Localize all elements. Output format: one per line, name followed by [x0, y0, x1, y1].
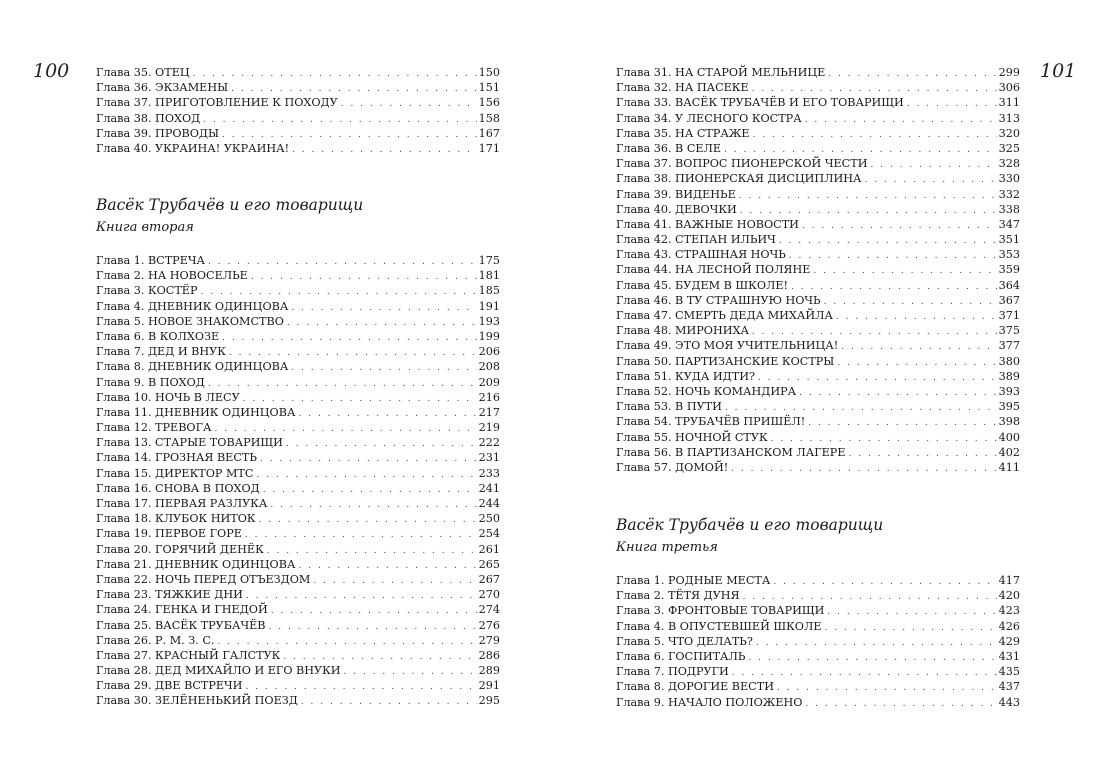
toc-entry: [96, 526, 500, 541]
toc-entry: [616, 323, 1020, 338]
chapter-page-number: 311: [998, 96, 1020, 110]
dot-leader: [267, 544, 477, 557]
chapter-title: Глава 51. КУДА ИДТИ?: [616, 369, 755, 383]
chapter-title: Глава 23. ТЯЖКИЕ ДНИ: [96, 588, 243, 602]
chapter-page-number: 216: [478, 390, 500, 404]
toc-entry: [96, 587, 500, 602]
chapter-title: Глава 44. НА ЛЕСНОЙ ПОЛЯНЕ: [616, 263, 811, 277]
dot-leader: [245, 680, 476, 693]
chapter-page-number: 375: [998, 324, 1020, 338]
chapter-title: Глава 52. НОЧЬ КОМАНДИРА: [616, 384, 797, 398]
chapter-page-number: 217: [478, 405, 500, 419]
chapter-title: Глава 36. В СЕЛЕ: [616, 141, 722, 155]
dot-leader: [791, 280, 997, 293]
chapter-page-number: 295: [478, 694, 500, 708]
chapter-title: Глава 9. НАЧАЛО ПОЛОЖЕНО: [616, 695, 803, 709]
dot-leader: [813, 264, 996, 277]
toc-entry: [616, 247, 1020, 262]
chapter-page-number: 429: [998, 634, 1020, 648]
chapter-page-number: 270: [478, 588, 500, 602]
dot-leader: [291, 361, 476, 374]
dot-leader: [287, 316, 477, 329]
chapter-page-number: 231: [478, 451, 500, 465]
toc-entry: [96, 420, 500, 435]
chapter-title: Глава 33. ВАСЁК ТРУБАЧЁВ И ЕГО ТОВАРИЩИ: [616, 96, 904, 110]
chapter-title: Глава 7. ПОДРУГИ: [616, 665, 729, 679]
right-toc-part-b: [616, 573, 1020, 710]
toc-entry: [616, 430, 1020, 445]
chapter-title: Глава 20. ГОРЯЧИЙ ДЕНЁК: [96, 542, 264, 556]
chapter-page-number: 291: [478, 679, 500, 693]
dot-leader: [805, 113, 997, 126]
toc-entry: [96, 450, 500, 465]
chapter-title: Глава 27. КРАСНЫЙ ГАЛСТУК: [96, 648, 281, 662]
dot-leader: [753, 128, 997, 141]
dot-leader: [758, 371, 997, 384]
chapter-title: Глава 6. В КОЛХОЗЕ: [96, 329, 220, 343]
toc-entry: [96, 511, 500, 526]
dot-leader: [222, 331, 476, 344]
chapter-title: Глава 34. У ЛЕСНОГО КОСТРА: [616, 111, 802, 125]
dot-leader: [864, 173, 996, 186]
chapter-page-number: 313: [998, 111, 1020, 125]
chapter-page-number: 151: [478, 81, 500, 95]
chapter-title: Глава 55. НОЧНОЙ СТУК: [616, 430, 768, 444]
toc-entry: [96, 572, 500, 587]
chapter-page-number: 398: [998, 415, 1020, 429]
chapter-page-number: 411: [998, 460, 1020, 474]
toc-entry: [616, 171, 1020, 186]
toc-entry: [96, 602, 500, 617]
chapter-title: Глава 17. ПЕРВАЯ РАЗЛУКА: [96, 497, 268, 510]
chapter-title: Глава 12. ТРЕВОГА: [96, 421, 212, 435]
dot-leader: [215, 422, 477, 435]
dot-leader: [269, 620, 477, 633]
toc-entry: [616, 384, 1020, 399]
chapter-title: Глава 32. НА ПАСЕКЕ: [616, 81, 749, 95]
dot-leader: [203, 113, 476, 126]
chapter-title: Глава 8. ДНЕВНИК ОДИНЦОВА: [96, 360, 289, 374]
dot-leader: [292, 143, 477, 156]
chapter-title: Глава 13. СТАРЫЕ ТОВАРИЩИ: [96, 436, 283, 450]
dot-leader: [286, 437, 477, 450]
chapter-page-number: 330: [998, 172, 1020, 186]
chapter-page-number: 400: [998, 430, 1020, 444]
chapter-page-number: 389: [998, 369, 1020, 383]
chapter-page-number: 276: [478, 618, 500, 632]
chapter-title: Глава 4. В ОПУСТЕВШЕЙ ШКОЛЕ: [616, 619, 822, 633]
chapter-title: Глава 28. ДЕД МИХАЙЛО И ЕГО ВНУКИ: [96, 664, 341, 678]
dot-leader: [313, 574, 476, 587]
toc-entry: [616, 369, 1020, 384]
left-toc-part-a: [96, 65, 500, 156]
toc-entry: [96, 466, 500, 481]
chapter-title: Глава 3. КОСТЁР: [96, 284, 198, 298]
chapter-title: Глава 50. ПАРТИЗАНСКИЕ КОСТРЫ: [616, 354, 835, 368]
chapter-title: Глава 7. ДЕД И ВНУК: [96, 345, 226, 359]
chapter-page-number: 208: [478, 360, 500, 374]
chapter-title: Глава 56. В ПАРТИЗАНСКОМ ЛАГЕРЕ: [616, 445, 846, 459]
chapter-title: Глава 38. ПИОНЕРСКАЯ ДИСЦИПЛИНА: [616, 172, 862, 186]
right-book-subtitle: Книга третья: [616, 540, 718, 555]
chapter-title: Глава 47. СМЕРТЬ ДЕДА МИХАЙЛА: [616, 309, 833, 322]
chapter-page-number: 364: [998, 278, 1020, 292]
chapter-title: Глава 42. СТЕПАН ИЛЬИЧ: [616, 233, 776, 247]
chapter-title: Глава 45. БУДЕМ В ШКОЛЕ!: [616, 278, 789, 292]
toc-entry: [616, 80, 1020, 95]
toc-entry: [616, 111, 1020, 126]
toc-entry: [616, 232, 1020, 247]
chapter-title: Глава 2. ТЁТЯ ДУНЯ: [616, 589, 740, 603]
toc-entry: [96, 126, 500, 141]
dot-leader: [799, 386, 997, 399]
toc-entry: [96, 253, 500, 268]
chapter-page-number: 171: [478, 141, 500, 155]
chapter-title: Глава 41. ВАЖНЫЕ НОВОСТИ: [616, 217, 799, 231]
chapter-page-number: 338: [998, 202, 1020, 216]
chapter-title: Глава 40. ДЕВОЧКИ: [616, 202, 737, 216]
dot-leader: [270, 498, 476, 511]
toc-entry: [616, 695, 1020, 710]
chapter-title: Глава 22. НОЧЬ ПЕРЕД ОТЪЕЗДОМ: [96, 572, 311, 586]
toc-entry: [96, 375, 500, 390]
toc-entry: [616, 293, 1020, 308]
dot-leader: [344, 665, 477, 678]
chapter-page-number: 417: [998, 574, 1020, 587]
chapter-title: Глава 1. ВСТРЕЧА: [96, 254, 205, 267]
left-page-number: 100: [33, 60, 70, 82]
chapter-page-number: 320: [998, 126, 1020, 140]
chapter-page-number: 241: [478, 481, 500, 495]
chapter-page-number: 219: [478, 421, 500, 435]
chapter-title: Глава 43. СТРАШНАЯ НОЧЬ: [616, 248, 786, 262]
dot-leader: [259, 513, 477, 526]
chapter-title: Глава 24. ГЕНКА И ГНЕДОЙ: [96, 603, 268, 617]
chapter-title: Глава 54. ТРУБАЧЁВ ПРИШЁЛ!: [616, 415, 806, 429]
dot-leader: [263, 483, 477, 496]
toc-entry: [96, 678, 500, 693]
chapter-page-number: 191: [478, 299, 500, 313]
dot-leader: [231, 82, 477, 95]
chapter-title: Глава 38. ПОХОД: [96, 111, 201, 125]
chapter-title: Глава 35. НА СТРАЖЕ: [616, 126, 750, 140]
toc-entry: [96, 283, 500, 298]
chapter-page-number: 185: [478, 284, 500, 298]
dot-leader: [827, 605, 996, 618]
chapter-page-number: 193: [478, 314, 500, 328]
dot-leader: [208, 377, 477, 390]
dot-leader: [836, 310, 997, 323]
toc-entry: [616, 126, 1020, 141]
chapter-title: Глава 10. НОЧЬ В ЛЕСУ: [96, 390, 240, 404]
toc-entry: [96, 663, 500, 678]
chapter-title: Глава 14. ГРОЗНАЯ ВЕСТЬ: [96, 451, 257, 465]
chapter-page-number: 254: [478, 527, 500, 541]
toc-entry: [616, 354, 1020, 369]
chapter-title: Глава 39. ВИДЕНЬЕ: [616, 187, 736, 201]
chapter-page-number: 175: [478, 254, 500, 267]
dot-leader: [301, 695, 477, 708]
chapter-page-number: 158: [478, 111, 500, 125]
chapter-title: Глава 16. СНОВА В ПОХОД: [96, 481, 260, 495]
dot-leader: [824, 621, 996, 634]
dot-leader: [841, 340, 996, 353]
dot-leader: [752, 325, 997, 338]
dot-leader: [907, 97, 997, 110]
toc-entry: [96, 111, 500, 126]
chapter-page-number: 353: [998, 248, 1020, 262]
dot-leader: [208, 255, 477, 268]
chapter-title: Глава 5. НОВОЕ ЗНАКОМСТВО: [96, 314, 284, 328]
chapter-title: Глава 4. ДНЕВНИК ОДИНЦОВА: [96, 299, 289, 313]
chapter-title: Глава 11. ДНЕВНИК ОДИНЦОВА: [96, 405, 296, 419]
left-book-subtitle: Книга вторая: [96, 220, 194, 235]
right-page-number: 101: [1040, 60, 1077, 82]
chapter-title: Глава 2. НА НОВОСЕЛЬЕ: [96, 269, 248, 283]
dot-leader: [283, 650, 476, 663]
dot-leader: [245, 528, 477, 541]
chapter-page-number: 371: [998, 309, 1020, 322]
toc-entry: [616, 141, 1020, 156]
chapter-page-number: 156: [478, 96, 500, 110]
chapter-title: Глава 8. ДОРОГИЕ ВЕСТИ: [616, 680, 774, 694]
chapter-page-number: 377: [998, 339, 1020, 353]
dot-leader: [777, 681, 997, 694]
toc-entry: [616, 156, 1020, 171]
chapter-page-number: 244: [478, 497, 500, 510]
chapter-title: Глава 40. УКРАИНА! УКРАИНА!: [96, 141, 290, 155]
right-book-title: Васёк Трубачёв и его товарищи: [616, 516, 884, 534]
dot-leader: [732, 666, 997, 679]
toc-entry: [96, 329, 500, 344]
dot-leader: [193, 67, 477, 80]
chapter-page-number: 233: [478, 466, 500, 480]
chapter-page-number: 402: [998, 445, 1020, 459]
chapter-title: Глава 30. ЗЕЛЁНЕНЬКИЙ ПОЕЗД: [96, 694, 298, 708]
chapter-page-number: 351: [998, 233, 1020, 247]
chapter-title: Глава 18. КЛУБОК НИТОК: [96, 512, 256, 526]
chapter-title: Глава 48. МИРОНИХА: [616, 324, 749, 338]
chapter-page-number: 279: [478, 633, 500, 647]
chapter-title: Глава 5. ЧТО ДЕЛАТЬ?: [616, 634, 753, 648]
dot-leader: [222, 128, 477, 141]
chapter-page-number: 267: [478, 572, 500, 586]
chapter-page-number: 426: [998, 619, 1020, 633]
toc-entry: [96, 435, 500, 450]
dot-leader: [341, 97, 477, 110]
toc-entry: [96, 481, 500, 496]
chapter-page-number: 209: [478, 375, 500, 389]
dot-leader: [243, 392, 477, 405]
toc-entry: [96, 141, 500, 156]
dot-leader: [773, 575, 996, 588]
chapter-title: Глава 15. ДИРЕКТОР МТС: [96, 466, 254, 480]
chapter-page-number: 393: [998, 384, 1020, 398]
dot-leader: [802, 219, 997, 232]
toc-entry: [96, 405, 500, 420]
dot-leader: [251, 270, 477, 283]
toc-entry: [616, 649, 1020, 664]
chapter-title: Глава 31. НА СТАРОЙ МЕЛЬНИЦЕ: [616, 66, 826, 79]
toc-entry: [96, 693, 500, 708]
chapter-page-number: 167: [478, 126, 500, 140]
dot-leader: [260, 452, 477, 465]
dot-leader: [752, 82, 997, 95]
chapter-page-number: 359: [998, 263, 1020, 277]
dot-leader: [298, 407, 476, 420]
dot-leader: [789, 249, 997, 262]
toc-entry: [96, 618, 500, 633]
chapter-page-number: 332: [998, 187, 1020, 201]
toc-entry: [616, 460, 1020, 475]
toc-entry: [96, 299, 500, 314]
dot-leader: [246, 589, 477, 602]
toc-entry: [616, 278, 1020, 293]
chapter-title: Глава 49. ЭТО МОЯ УЧИТЕЛЬНИЦА!: [616, 339, 839, 353]
dot-leader: [217, 635, 476, 648]
toc-entry: [616, 573, 1020, 588]
dot-leader: [870, 158, 996, 171]
left-toc-part-b: [96, 253, 500, 709]
chapter-page-number: 286: [478, 648, 500, 662]
toc-entry: [96, 359, 500, 374]
dot-leader: [731, 462, 996, 475]
chapter-page-number: 395: [998, 400, 1020, 414]
dot-leader: [808, 416, 996, 429]
toc-entry: [616, 308, 1020, 323]
chapter-title: Глава 35. ОТЕЦ: [96, 66, 190, 79]
chapter-page-number: 181: [478, 269, 500, 283]
chapter-page-number: 265: [478, 557, 500, 571]
dot-leader: [725, 401, 997, 414]
dot-leader: [748, 651, 996, 664]
toc-entry: [96, 648, 500, 663]
chapter-title: Глава 21. ДНЕВНИК ОДИНЦОВА: [96, 557, 296, 571]
chapter-page-number: 206: [478, 345, 500, 359]
chapter-title: Глава 39. ПРОВОДЫ: [96, 126, 220, 140]
chapter-page-number: 347: [998, 217, 1020, 231]
chapter-page-number: 443: [998, 695, 1020, 709]
chapter-page-number: 250: [478, 512, 500, 526]
chapter-page-number: 274: [478, 603, 500, 617]
chapter-page-number: 222: [478, 436, 500, 450]
chapter-page-number: 199: [478, 329, 500, 343]
chapter-title: Глава 3. ФРОНТОВЫЕ ТОВАРИЩИ: [616, 604, 825, 618]
chapter-page-number: 423: [998, 604, 1020, 618]
toc-entry: [616, 187, 1020, 202]
toc-entry: [96, 557, 500, 572]
dot-leader: [771, 432, 997, 445]
dot-leader: [740, 204, 997, 217]
chapter-page-number: 380: [998, 354, 1020, 368]
chapter-page-number: 420: [998, 589, 1020, 603]
dot-leader: [739, 189, 997, 202]
toc-entry: [96, 268, 500, 283]
chapter-page-number: 289: [478, 664, 500, 678]
chapter-page-number: 299: [998, 66, 1020, 79]
left-book-title: Васёк Трубачёв и его товарищи: [96, 196, 364, 214]
chapter-title: Глава 19. ПЕРВОЕ ГОРЕ: [96, 527, 242, 541]
chapter-title: Глава 9. В ПОХОД: [96, 375, 205, 389]
dot-leader: [201, 285, 477, 298]
dot-leader: [824, 295, 997, 308]
toc-entry: [616, 445, 1020, 460]
chapter-page-number: 367: [998, 293, 1020, 307]
chapter-title: Глава 1. РОДНЫЕ МЕСТА: [616, 574, 771, 587]
toc-entry: [96, 65, 500, 80]
toc-entry: [96, 80, 500, 95]
toc-entry: [616, 634, 1020, 649]
toc-entry: [616, 679, 1020, 694]
chapter-title: Глава 46. В ТУ СТРАШНУЮ НОЧЬ: [616, 293, 821, 307]
dot-leader: [256, 468, 476, 481]
toc-entry: [96, 344, 500, 359]
toc-entry: [616, 202, 1020, 217]
chapter-title: Глава 26. Р. М. З. С.: [96, 633, 215, 647]
dot-leader: [828, 67, 996, 80]
toc-entry: [616, 262, 1020, 277]
chapter-title: Глава 37. ПРИГОТОВЛЕНИЕ К ПОХОДУ: [96, 96, 338, 110]
toc-entry: [96, 496, 500, 511]
toc-entry: [96, 95, 500, 110]
chapter-page-number: 328: [998, 157, 1020, 171]
chapter-page-number: 437: [998, 680, 1020, 694]
dot-leader: [724, 143, 997, 156]
toc-entry: [616, 664, 1020, 679]
toc-entry: [616, 217, 1020, 232]
chapter-page-number: 306: [998, 81, 1020, 95]
chapter-title: Глава 53. В ПУТИ: [616, 400, 722, 414]
chapter-page-number: 431: [998, 649, 1020, 663]
dot-leader: [229, 346, 477, 359]
toc-entry: [616, 65, 1020, 80]
toc-entry: [616, 399, 1020, 414]
chapter-title: Глава 25. ВАСЁК ТРУБАЧЁВ: [96, 618, 266, 632]
toc-entry: [616, 619, 1020, 634]
toc-entry: [96, 314, 500, 329]
dot-leader: [805, 697, 996, 710]
right-toc-part-a: [616, 65, 1020, 475]
chapter-title: Глава 6. ГОСПИТАЛЬ: [616, 649, 746, 663]
toc-entry: [616, 338, 1020, 353]
chapter-title: Глава 29. ДВЕ ВСТРЕЧИ: [96, 679, 243, 693]
toc-entry: [616, 95, 1020, 110]
toc-entry: [616, 603, 1020, 618]
chapter-page-number: 435: [998, 665, 1020, 679]
chapter-title: Глава 36. ЭКЗАМЕНЫ: [96, 81, 229, 95]
dot-leader: [743, 590, 997, 603]
dot-leader: [271, 604, 477, 617]
toc-entry: [616, 414, 1020, 429]
dot-leader: [298, 559, 476, 572]
dot-leader: [291, 301, 476, 314]
toc-entry: [96, 390, 500, 405]
toc-entry: [96, 542, 500, 557]
dot-leader: [756, 636, 997, 649]
chapter-page-number: 325: [998, 141, 1020, 155]
chapter-title: Глава 37. ВОПРОС ПИОНЕРСКОЙ ЧЕСТИ: [616, 157, 868, 171]
chapter-title: Глава 57. ДОМОЙ!: [616, 460, 729, 474]
chapter-page-number: 261: [478, 542, 500, 556]
chapter-page-number: 150: [478, 66, 500, 79]
dot-leader: [849, 447, 997, 460]
toc-entry: [96, 633, 500, 648]
toc-entry: [616, 588, 1020, 603]
dot-leader: [779, 234, 997, 247]
dot-leader: [837, 356, 996, 369]
